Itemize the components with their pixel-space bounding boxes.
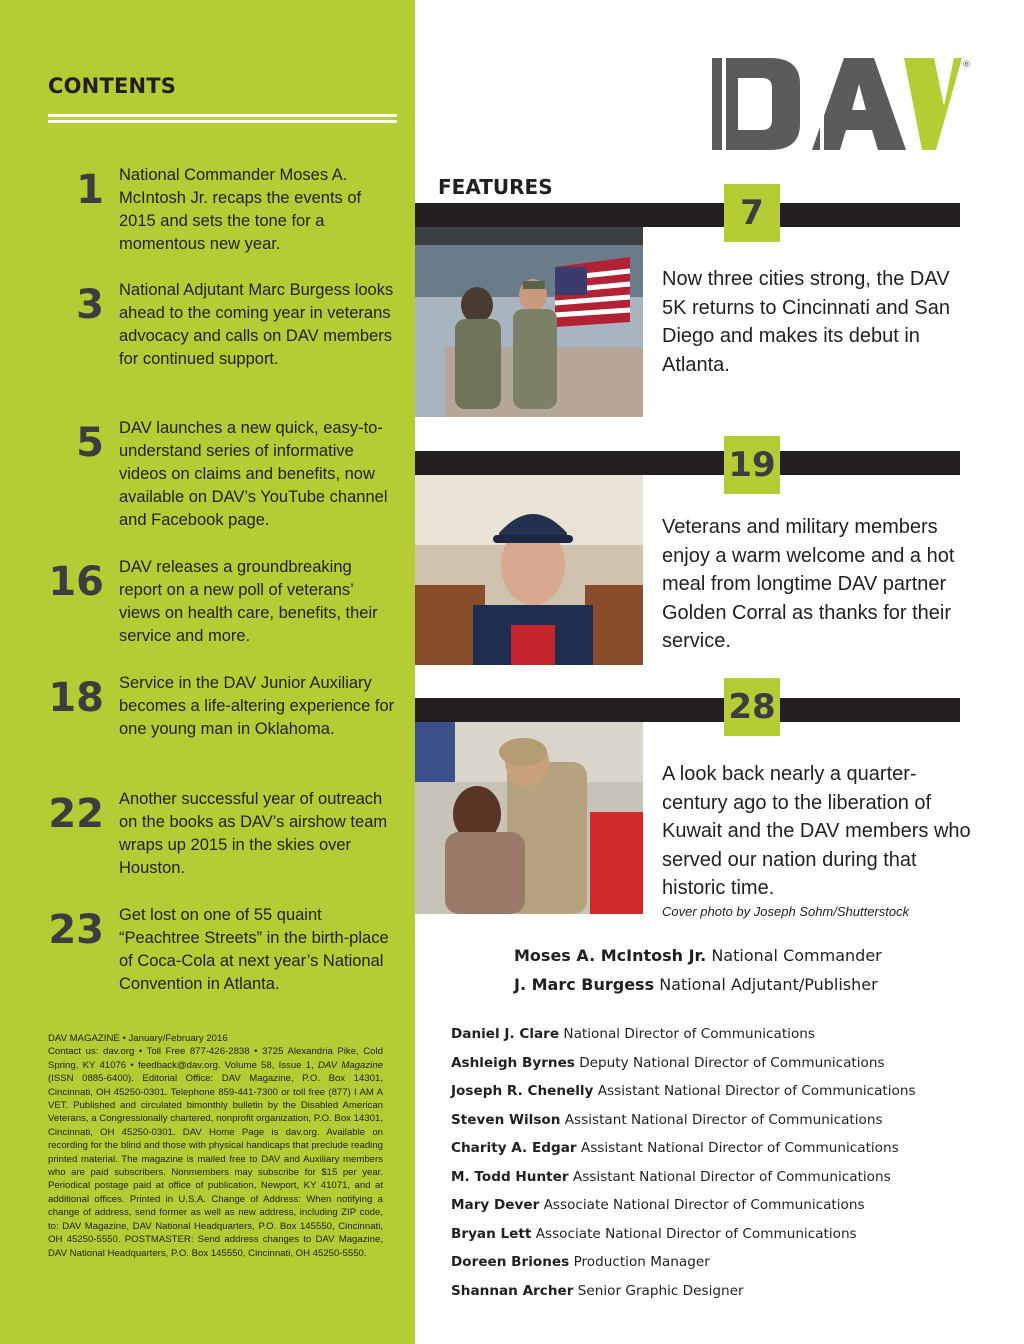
staff-member	[451, 1083, 916, 1099]
feature-photo-kuwait[interactable]	[415, 722, 643, 914]
feature-photo-dav5k[interactable]	[415, 227, 643, 417]
staff-name: Moses A. McIntosh Jr.	[514, 946, 707, 965]
feature-page-number[interactable]: 19	[724, 436, 780, 494]
staff-member	[451, 1283, 744, 1299]
toc-page-number: 22	[48, 791, 104, 837]
staff-title: Assistant National Director of Communications	[572, 1169, 891, 1185]
staff-title: Assistant National Director of Communications	[564, 1112, 883, 1128]
toc-page-number: 5	[76, 420, 104, 466]
staff-member	[451, 1169, 891, 1185]
cover-photo-credit: Cover photo by Joseph Sohm/Shutterstock	[662, 904, 910, 919]
toc-description: Another successful year of outreach on the books as DAV’s airshow team wraps up 2015 in the skies over Houston.	[119, 790, 388, 877]
staff-member	[451, 1197, 865, 1213]
toc-page-number: 3	[76, 282, 104, 328]
staff-name: Doreen Briones	[451, 1254, 570, 1270]
staff-name: M. Todd Hunter	[451, 1169, 569, 1185]
toc-page-number: 23	[48, 907, 104, 953]
staff-member	[451, 1055, 885, 1071]
masthead-title: DAV MAGAZINE • January/February 2016	[48, 1033, 228, 1044]
contents-divider	[48, 114, 397, 123]
feature-divider-bar	[415, 698, 960, 722]
staff-member	[451, 1026, 815, 1042]
photo-image	[415, 722, 643, 914]
staff-title: Associate National Director of Communications	[543, 1197, 865, 1213]
toc-description: DAV releases a groundbreaking report on a new poll of veterans’ views on health care, benefits, their service and more.	[119, 558, 378, 645]
staff-name: Charity A. Edgar	[451, 1140, 577, 1156]
toc-description: National Adjutant Marc Burgess looks ahead to the coming year in veterans advocacy and calls on DAV members for continued support.	[119, 281, 394, 368]
toc-page-number: 18	[48, 675, 104, 721]
staff-name: Mary Dever	[451, 1197, 540, 1213]
staff-title: Assistant National Director of Communications	[580, 1140, 899, 1156]
staff-title: Associate National Director of Communications	[535, 1226, 857, 1242]
staff-title: Senior Graphic Designer	[577, 1283, 744, 1299]
staff-title: National Director of Communications	[563, 1026, 815, 1042]
feature-description: A look back nearly a quarter-century ago to the liberation of Kuwait and the DAV members who served our nation during that historic time.	[662, 763, 971, 899]
staff-name: Bryan Lett	[451, 1226, 532, 1242]
feature-photo-golden-corral[interactable]	[415, 475, 643, 665]
toc-description: National Commander Moses A. McIntosh Jr. recaps the events of 2015 and sets the tone for a momentous new year.	[119, 166, 362, 253]
staff-name: Daniel J. Clare	[451, 1026, 560, 1042]
toc-description: Service in the DAV Junior Auxiliary becomes a life-altering experience for one young man in Oklahoma.	[119, 674, 395, 738]
staff-leader	[514, 946, 882, 965]
toc-page-number: 16	[48, 559, 104, 605]
masthead-text: Contact us: dav.org • Toll Free 877-426-2838 • 3725 Alexandria Pike, Cold Spring, KY 41076 • feedback@dav.org. Volume 58, Issue 1,	[48, 1046, 383, 1071]
toc-description: Get lost on one of 55 quaint “Peachtree Streets” in the birth-place of Coca-Cola at next year’s National Convention in Atlanta.	[119, 906, 389, 993]
photo-image	[415, 227, 643, 417]
masthead-info	[48, 1032, 383, 1260]
staff-leader	[514, 975, 878, 994]
staff-name: Shannan Archer	[451, 1283, 574, 1299]
staff-title: Production Manager	[573, 1254, 710, 1270]
staff-title: Assistant National Director of Communications	[597, 1083, 916, 1099]
feature-description: Veterans and military members enjoy a warm welcome and a hot meal from longtime DAV partner Golden Corral as thanks for their service.	[662, 516, 955, 652]
staff-title: National Adjutant/Publisher	[659, 975, 878, 994]
staff-member	[451, 1254, 710, 1270]
staff-name: Joseph R. Chenelly	[451, 1083, 594, 1099]
feature-divider-bar	[415, 451, 960, 475]
masthead-body	[48, 1045, 383, 1260]
staff-member	[451, 1112, 883, 1128]
masthead-text: (ISSN 0885-6400). Editorial Office: DAV Magazine, P.O. Box 14301, Cincinnati, OH 45250-0301. Telephone 859-441-7300 or toll free (877) I AM A VET. Published and circulated bimonthly bulletin by the Disabled American Veterans, a Congressionally chartered, nonprofit organization, P.O. Box 14301, Cincinnati, OH 45250-0301. DAV Home Page is dav.org. Available on recording for the blind and those with physical handicaps that preclude reading printed material. The magazine is mailed free to DAV and Auxiliary members who are paid subscribers. Nonmembers may subscribe for $15 per year. Periodical postage paid at office of publication, Newport, KY 41071, and at additional offices. Printed in U.S.A. Change of Address: When notifying a change of address, send former as well as new address, including ZIP code, to: DAV Magazine, DAV National Headquarters, P.O. Box 145550, Cincinnati, OH 45250-5550. POSTMASTER: Send address changes to DAV Magazine, DAV National Headquarters, P.O. Box 145550, Cincinnati, OH 45250-5550.	[48, 1073, 383, 1259]
registered-mark: ®	[962, 60, 971, 70]
staff-name: Steven Wilson	[451, 1112, 561, 1128]
toc-page-number: 1	[76, 167, 104, 213]
photo-image	[415, 475, 643, 665]
contents-column	[0, 0, 415, 1344]
dav-logo	[708, 54, 974, 154]
dav-logo-mark	[708, 54, 974, 154]
features-heading: FEATURES	[438, 175, 553, 199]
feature-divider-bar	[415, 203, 960, 227]
contents-heading: CONTENTS	[48, 74, 177, 98]
feature-description: Now three cities strong, the DAV 5K returns to Cincinnati and San Diego and makes its debut in Atlanta.	[662, 268, 950, 376]
feature-page-number[interactable]: 28	[724, 678, 780, 736]
staff-title: Deputy National Director of Communications	[579, 1055, 885, 1071]
staff-member	[451, 1140, 899, 1156]
staff-member	[451, 1226, 857, 1242]
staff-name: J. Marc Burgess	[514, 975, 655, 994]
staff-title: National Commander	[711, 946, 882, 965]
feature-page-number[interactable]: 7	[724, 184, 780, 242]
staff-name: Ashleigh Byrnes	[451, 1055, 575, 1071]
masthead-magazine-name: DAV Magazine	[317, 1059, 383, 1071]
toc-description: DAV launches a new quick, easy-to-understand series of informative videos on claims and benefits, now available on DAV’s YouTube channel and Facebook page.	[119, 419, 388, 529]
